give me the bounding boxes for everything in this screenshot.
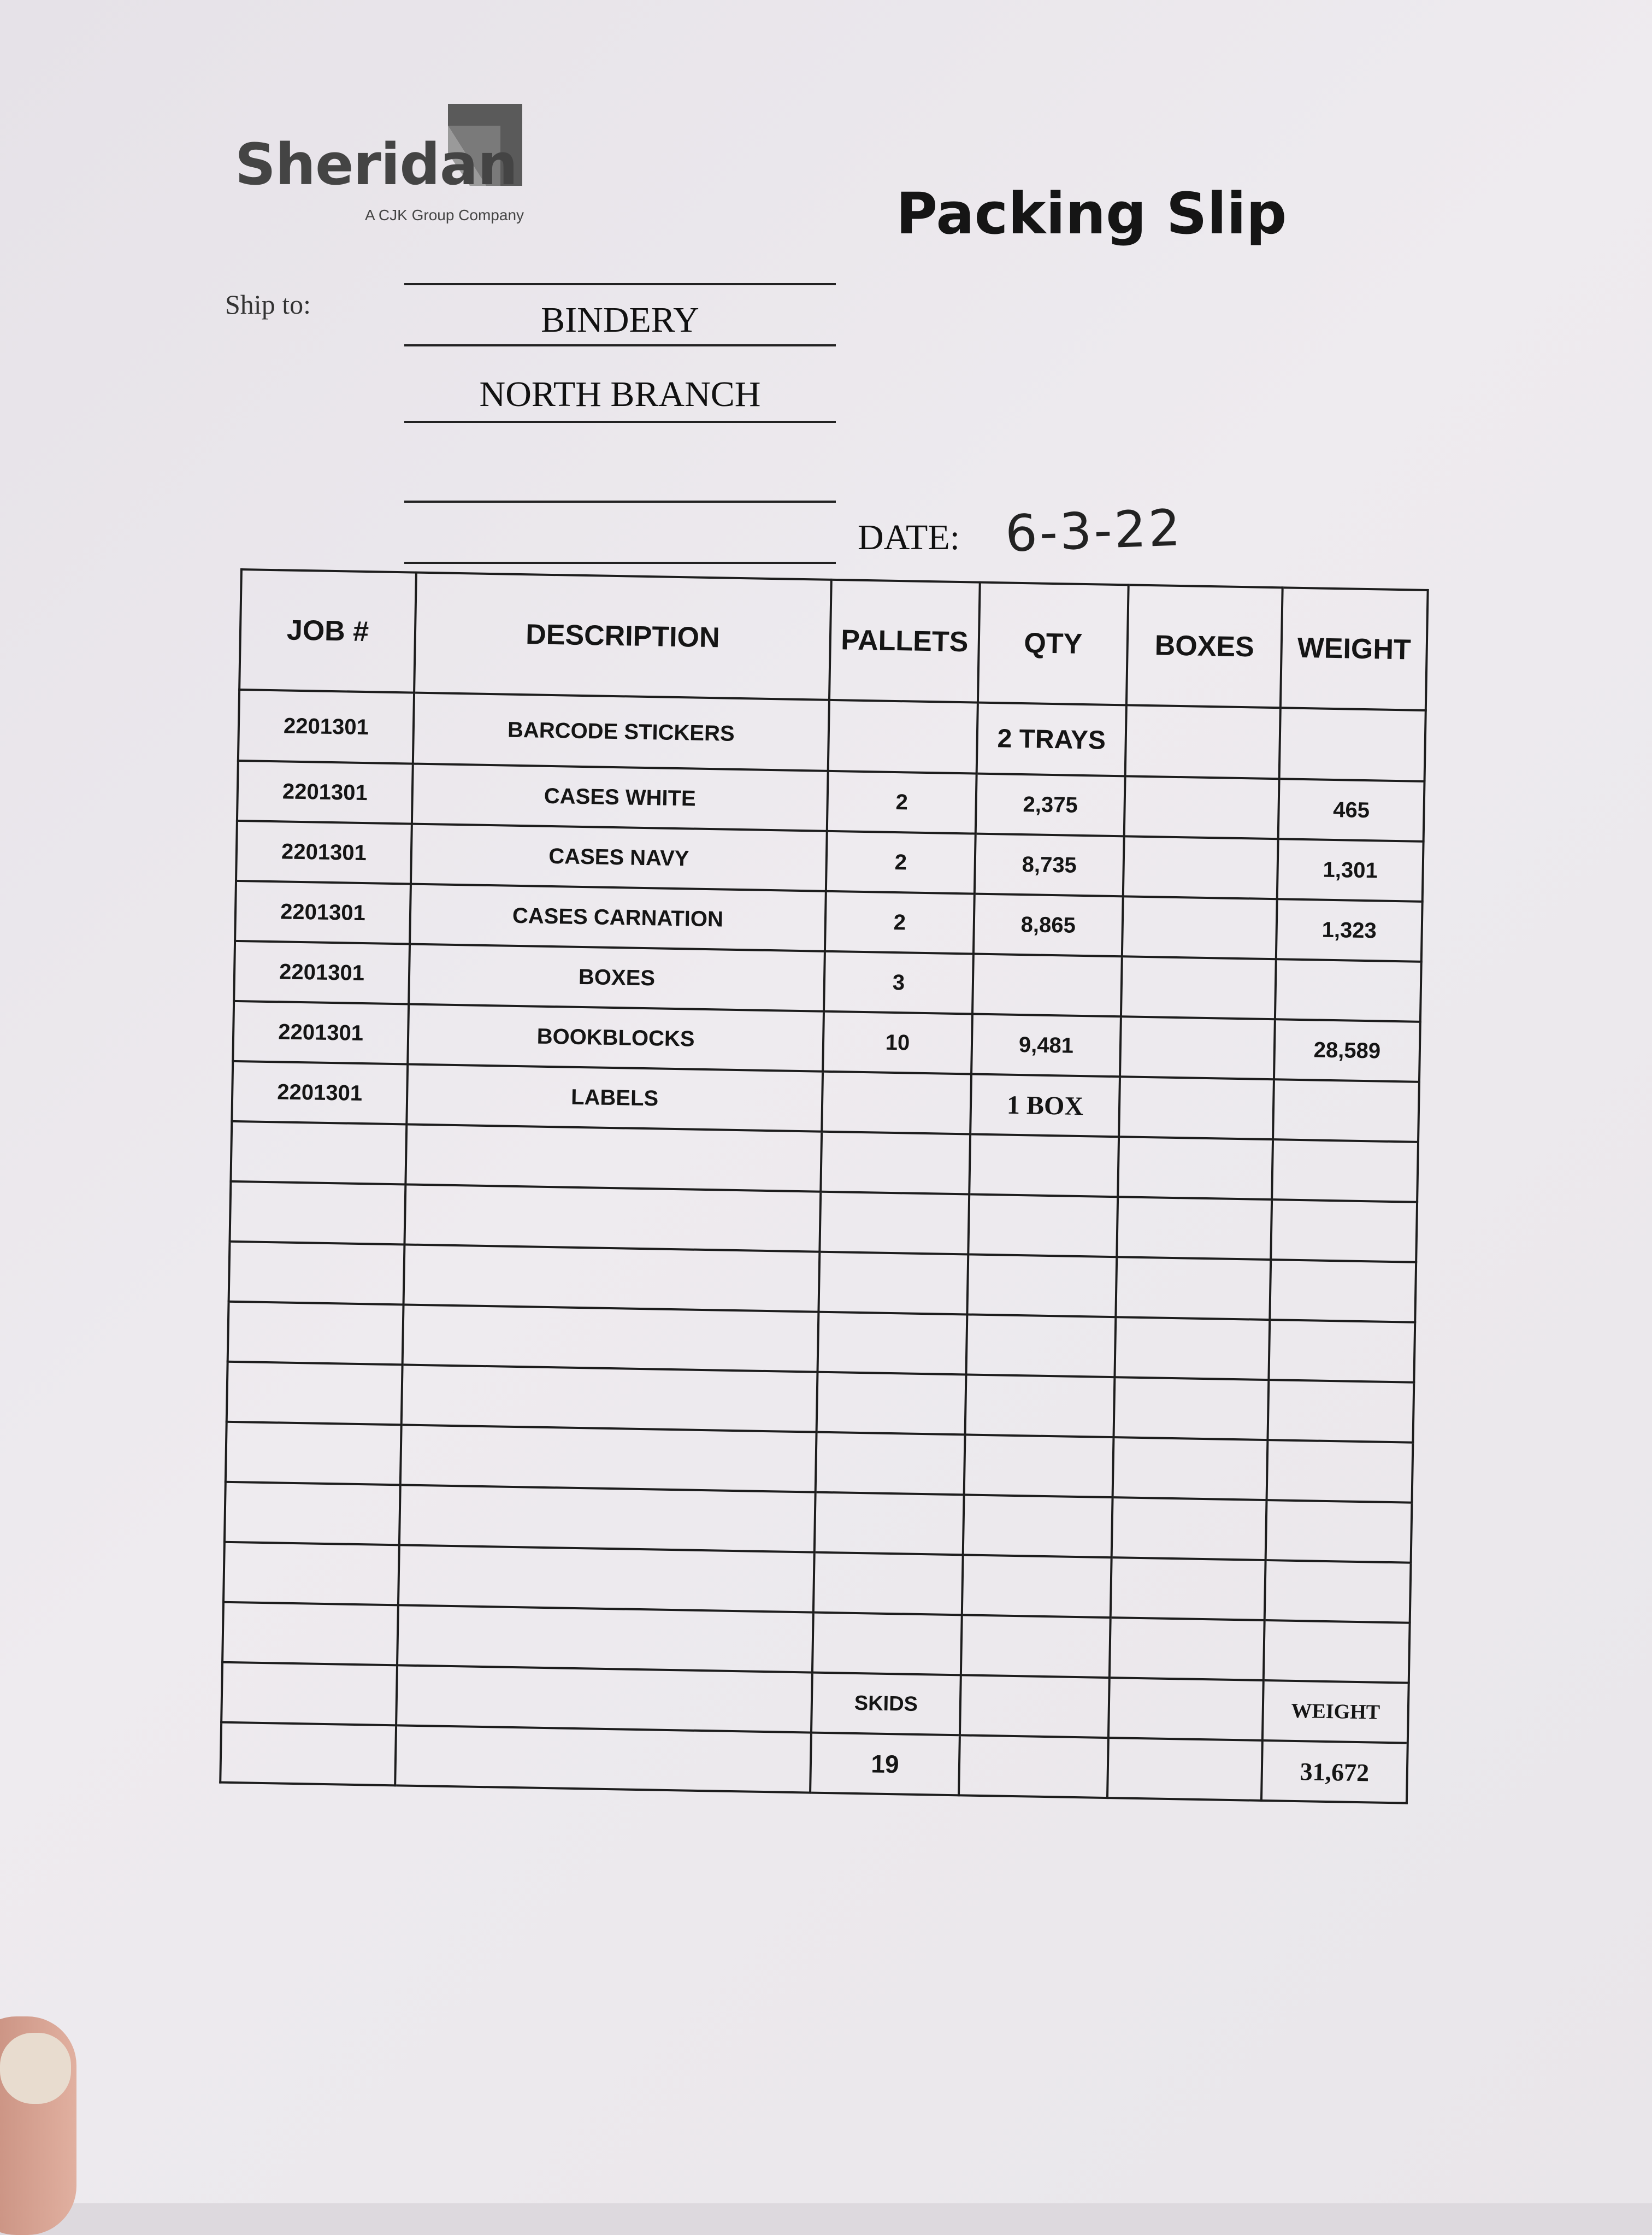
cell-weight bbox=[1273, 1079, 1419, 1142]
logo-wordmark: Sheridan bbox=[235, 131, 518, 198]
cell-qty bbox=[972, 954, 1122, 1017]
sheridan-logo bbox=[229, 104, 535, 235]
cell-qty: 1 BOX bbox=[970, 1074, 1120, 1137]
cell-pallets: 2 bbox=[825, 891, 975, 954]
cell-boxes bbox=[1125, 705, 1281, 779]
cell-job: 2201301 bbox=[238, 690, 414, 764]
cell-weight: 1,301 bbox=[1277, 839, 1424, 902]
ship-to-line-3 bbox=[404, 421, 836, 423]
cell-boxes bbox=[1119, 1077, 1274, 1139]
cell-job: 2201301 bbox=[237, 761, 413, 824]
ship-to-line-4 bbox=[404, 501, 836, 503]
header-job: JOB # bbox=[239, 569, 416, 693]
cell-weight: 1,323 bbox=[1276, 899, 1423, 962]
cell-pallets: 10 bbox=[823, 1011, 972, 1074]
header-pallets: PALLETS bbox=[829, 580, 980, 703]
cell-job: 2201301 bbox=[234, 941, 410, 1004]
cell-pallets: 3 bbox=[824, 951, 974, 1014]
cell-description: BOXES bbox=[409, 944, 825, 1011]
table-header-row bbox=[239, 569, 1428, 710]
cell-description: BARCODE STICKERS bbox=[413, 693, 829, 771]
cell-weight: 28,589 bbox=[1274, 1019, 1420, 1082]
cell-boxes bbox=[1120, 1016, 1275, 1079]
packing-table bbox=[219, 568, 1429, 1804]
cell-description: LABELS bbox=[406, 1064, 823, 1131]
thumbnail bbox=[0, 2033, 71, 2104]
cell-pallets: 2 bbox=[826, 831, 976, 894]
cell-boxes bbox=[1122, 896, 1277, 959]
date-label: DATE: bbox=[858, 517, 960, 557]
ship-to-line-2 bbox=[404, 344, 836, 346]
cell-job: 2201301 bbox=[232, 1061, 408, 1125]
cell-boxes bbox=[1123, 836, 1278, 899]
cell-qty: 9,481 bbox=[971, 1014, 1121, 1077]
date-value-handwritten: 6-3-22 bbox=[1004, 498, 1184, 563]
cell-job: 2201301 bbox=[236, 821, 412, 884]
packing-table-wrap bbox=[219, 568, 1429, 1804]
cell-weight bbox=[1279, 708, 1426, 781]
header-boxes: BOXES bbox=[1126, 585, 1283, 708]
cell-description: CASES NAVY bbox=[411, 824, 827, 891]
header-qty: QTY bbox=[978, 583, 1129, 705]
cell-pallets bbox=[828, 700, 978, 774]
ship-to-label: Ship to: bbox=[225, 289, 311, 320]
cell-qty: 2,375 bbox=[976, 774, 1125, 837]
ship-to-text-3: NORTH BRANCH bbox=[479, 374, 761, 414]
cell-description: CASES WHITE bbox=[412, 764, 828, 831]
ship-to-line-5 bbox=[404, 562, 836, 564]
cell-boxes bbox=[1124, 776, 1279, 839]
cell-pallets bbox=[822, 1072, 971, 1134]
document-title: Packing Slip bbox=[896, 180, 1287, 247]
cell-qty: 2 TRAYS bbox=[977, 703, 1126, 777]
cell-boxes bbox=[1121, 956, 1276, 1019]
cell-job: 2201301 bbox=[235, 881, 411, 944]
cell-qty: 8,735 bbox=[975, 834, 1124, 897]
ship-to-text-2: BINDERY bbox=[541, 300, 699, 340]
cell-weight: 465 bbox=[1278, 779, 1425, 842]
cell-description: BOOKBLOCKS bbox=[408, 1004, 824, 1071]
header-weight: WEIGHT bbox=[1281, 587, 1428, 710]
cell-weight bbox=[1275, 959, 1421, 1022]
cell-pallets: 2 bbox=[827, 771, 977, 834]
total-weight-value: 31,672 bbox=[1261, 1740, 1408, 1803]
cell-qty: 8,865 bbox=[974, 894, 1123, 957]
ship-to-line-1 bbox=[404, 283, 836, 285]
cell-job: 2201301 bbox=[233, 1001, 409, 1064]
skids-label: SKIDS bbox=[811, 1673, 961, 1736]
logo-tagline: A CJK Group Company bbox=[365, 207, 524, 224]
header-description: DESCRIPTION bbox=[414, 573, 831, 700]
cell-description: CASES CARNATION bbox=[410, 884, 826, 951]
skids-value: 19 bbox=[810, 1733, 960, 1796]
total-weight-label: WEIGHT bbox=[1262, 1680, 1409, 1743]
